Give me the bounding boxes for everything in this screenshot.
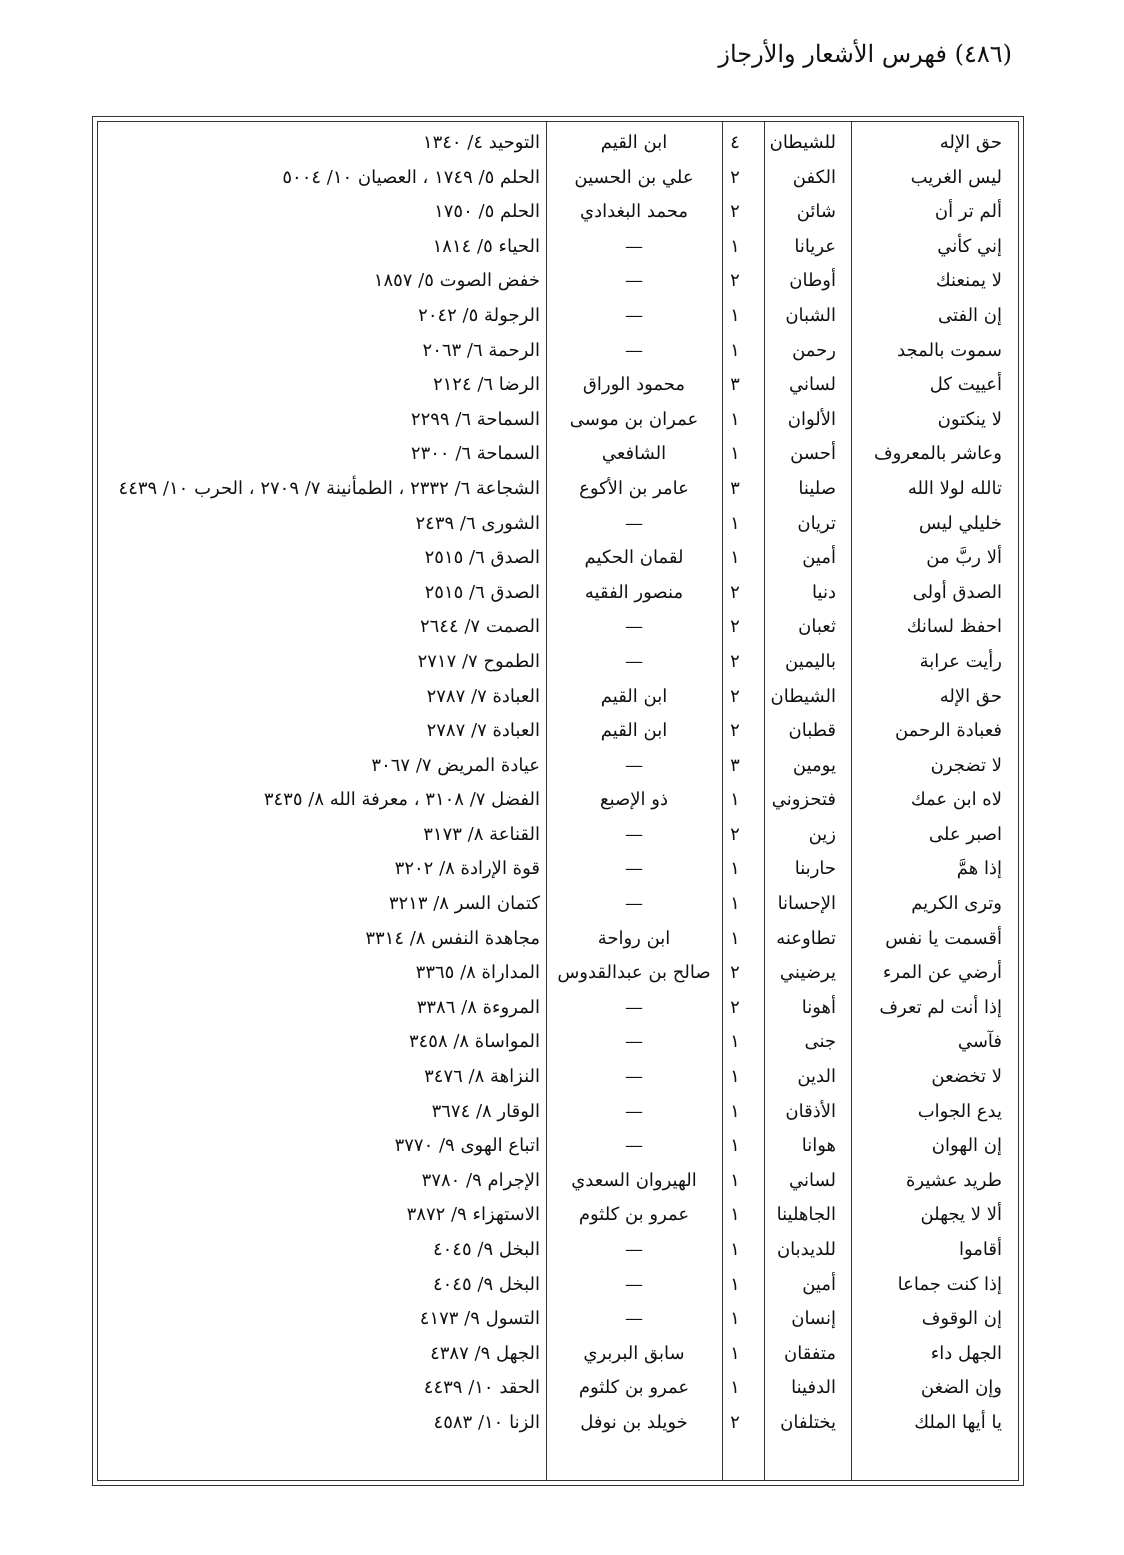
topic-reference: الحلم ٥/ ١٧٤٩ ، العصيان ١٠/ ٥٠٠٤ xyxy=(282,166,540,188)
poet-name: — xyxy=(625,893,643,915)
topic-reference: الصدق ٦/ ٢٥١٥ xyxy=(424,547,540,569)
verse-count: ٣ xyxy=(730,374,740,396)
verse-count: ١ xyxy=(730,443,740,465)
first-words: الصدق أولى xyxy=(912,581,1002,603)
rhyme-word: حاربنا xyxy=(794,858,836,880)
table-row xyxy=(0,230,1124,265)
first-words: إن الفتى xyxy=(938,304,1002,326)
topic-reference: البخل ٩/ ٤٠٤٥ xyxy=(432,1273,540,1295)
verse-count: ١ xyxy=(730,789,740,811)
verse-count: ١ xyxy=(730,1066,740,1088)
verse-count: ١ xyxy=(730,1239,740,1260)
topic-reference: قوة الإرادة ٨/ ٣٢٠٢ xyxy=(394,858,540,880)
first-words: الجهل داء xyxy=(930,1342,1002,1364)
poet-name: — xyxy=(625,1273,643,1295)
verse-count: ١ xyxy=(730,1377,740,1399)
poet-name: — xyxy=(625,235,643,257)
rhyme-word: جنى xyxy=(804,1031,836,1053)
rhyme-word: يومين xyxy=(792,754,836,776)
poet-name: الشافعي xyxy=(601,443,667,465)
table-row xyxy=(0,645,1124,680)
topic-reference: مجاهدة النفس ٨/ ٣٣١٤ xyxy=(365,927,540,949)
topic-reference: المواساة ٨/ ٣٤٥٨ xyxy=(408,1031,540,1053)
poet-name: — xyxy=(625,1066,643,1088)
topic-reference: كتمان السر ٨/ ٣٢١٣ xyxy=(388,893,540,915)
page-title: فهرس الأشعار والأرجاز xyxy=(718,40,947,68)
rhyme-word: صلينا xyxy=(798,477,836,499)
topic-reference: الفضل ٧/ ٣١٠٨ ، معرفة الله ٨/ ٣٤٣٥ xyxy=(263,789,540,811)
first-words: رأيت عرابة xyxy=(919,650,1002,672)
first-words: احفظ لسانك xyxy=(906,616,1002,638)
poet-name: صالح بن عبدالقدوس xyxy=(557,962,711,984)
table-row xyxy=(0,1060,1124,1095)
rhyme-word: أهونا xyxy=(801,996,836,1018)
poet-name: علي بن الحسين xyxy=(574,166,694,188)
first-words: أقسمت يا نفس xyxy=(885,927,1002,949)
table-row xyxy=(0,507,1124,542)
topic-reference: البخل ٩/ ٤٠٤٥ xyxy=(432,1239,540,1260)
table-row xyxy=(0,1268,1124,1303)
poet-name: — xyxy=(625,1239,643,1260)
rhyme-word: أوطان xyxy=(789,270,836,292)
first-words: إن الهوان xyxy=(931,1135,1002,1157)
first-words: إن الوقوف xyxy=(921,1308,1002,1330)
rhyme-word: متفقان xyxy=(784,1342,836,1364)
poet-name: — xyxy=(625,1031,643,1053)
verse-count: ٢ xyxy=(730,270,740,292)
topic-reference: الزنا ١٠/ ٤٥٨٣ xyxy=(433,1411,540,1433)
first-words: أرضي عن المرء xyxy=(882,962,1002,984)
poet-name: — xyxy=(625,616,643,638)
verse-count: ٢ xyxy=(730,720,740,742)
topic-reference: الرجولة ٥/ ٢٠٤٢ xyxy=(418,304,540,326)
rhyme-word: باليمين xyxy=(785,650,836,672)
verse-count: ٢ xyxy=(730,996,740,1018)
topic-reference: الطموح ٧/ ٢٧١٧ xyxy=(417,650,540,672)
first-words: ليس الغريب xyxy=(910,166,1002,188)
poet-name: ابن القيم xyxy=(600,685,668,707)
verse-count: ٢ xyxy=(730,962,740,984)
topic-reference: الشورى ٦/ ٢٤٣٩ xyxy=(415,512,540,534)
poet-name: ابن القيم xyxy=(600,132,668,153)
rhyme-word: أحسن xyxy=(790,443,836,465)
table-row xyxy=(0,195,1124,230)
topic-reference: الجهل ٩/ ٤٣٨٧ xyxy=(430,1342,540,1364)
first-words: حق الإله xyxy=(939,132,1002,153)
topic-reference: التوحيد ٤/ ١٣٤٠ xyxy=(422,132,540,153)
table-row xyxy=(0,541,1124,576)
first-words: ألا ربَّ من xyxy=(926,547,1002,569)
poet-name: ابن القيم xyxy=(600,720,668,742)
verse-count: ٢ xyxy=(730,201,740,223)
verse-count: ٢ xyxy=(730,1411,740,1433)
poet-name: عمرو بن كلثوم xyxy=(578,1377,690,1399)
poet-name: عمرو بن كلثوم xyxy=(578,1204,690,1226)
table-row xyxy=(0,1129,1124,1164)
rhyme-word: هوانا xyxy=(801,1135,836,1157)
rhyme-word: رحمن xyxy=(792,339,836,361)
poet-name: سابق البربري xyxy=(583,1342,685,1364)
table-row xyxy=(0,1095,1124,1130)
poet-name: — xyxy=(625,304,643,326)
rhyme-word: الأذقان xyxy=(785,1100,836,1122)
topic-reference: السماحة ٦/ ٢٢٩٩ xyxy=(410,408,540,430)
topic-reference: الحقد ١٠/ ٤٤٣٩ xyxy=(423,1377,540,1399)
poet-name: — xyxy=(625,754,643,776)
verse-count: ١ xyxy=(730,1169,740,1191)
first-words: وإن الضغن xyxy=(920,1377,1002,1399)
first-words: ألا لا يجهلن xyxy=(920,1204,1002,1226)
verse-count: ٢ xyxy=(730,616,740,638)
table-row xyxy=(0,1025,1124,1060)
first-words: إني كأني xyxy=(937,235,1002,257)
first-words: يدع الجواب xyxy=(917,1100,1002,1122)
rhyme-word: دنيا xyxy=(812,581,836,603)
verse-count: ٢ xyxy=(730,823,740,845)
first-words: لا ينكتون xyxy=(937,408,1002,430)
table-row xyxy=(0,1198,1124,1233)
poet-name: — xyxy=(625,1100,643,1122)
first-words: لا تضجرن xyxy=(930,754,1002,776)
verse-count: ١ xyxy=(730,235,740,257)
table-row xyxy=(0,126,1124,161)
first-words: أقاموا xyxy=(958,1239,1002,1260)
rhyme-word: إنسان xyxy=(791,1308,836,1330)
rhyme-word: قطبان xyxy=(788,720,836,742)
poet-name: محمود الوراق xyxy=(582,374,686,396)
verse-count: ٢ xyxy=(730,166,740,188)
first-words: لا تخضعن xyxy=(931,1066,1002,1088)
table-row xyxy=(0,576,1124,611)
poet-name: الهيروان السعدي xyxy=(571,1169,697,1191)
verse-count: ٢ xyxy=(730,581,740,603)
verse-count: ١ xyxy=(730,1031,740,1053)
topic-reference: القناعة ٨/ ٣١٧٣ xyxy=(423,823,540,845)
verse-count: ١ xyxy=(730,547,740,569)
verse-count: ١ xyxy=(730,1204,740,1226)
poet-name: — xyxy=(625,858,643,880)
rhyme-word: الجاهلينا xyxy=(776,1204,836,1226)
verse-count: ١ xyxy=(730,858,740,880)
table-row xyxy=(0,922,1124,957)
table-row xyxy=(0,1164,1124,1199)
verse-count: ١ xyxy=(730,1135,740,1157)
poet-name: — xyxy=(625,1135,643,1157)
verse-count: ١ xyxy=(730,512,740,534)
rhyme-word: يختلفان xyxy=(780,1411,836,1433)
topic-reference: السماحة ٦/ ٢٣٠٠ xyxy=(410,443,540,465)
table-row xyxy=(0,680,1124,715)
rhyme-word: الإحسانا xyxy=(777,893,836,915)
topic-reference: الحلم ٥/ ١٧٥٠ xyxy=(434,201,540,223)
poet-name: — xyxy=(625,512,643,534)
poet-name: — xyxy=(625,270,643,292)
verse-count: ١ xyxy=(730,927,740,949)
rhyme-word: أمين xyxy=(802,1273,836,1295)
rhyme-word: يرضيني xyxy=(779,962,836,984)
rhyme-word: للشيطان xyxy=(769,132,836,153)
topic-reference: الوقار ٨/ ٣٦٧٤ xyxy=(431,1100,540,1122)
verse-count: ٣ xyxy=(730,754,740,776)
table-row xyxy=(0,991,1124,1026)
first-words: طريد عشيرة xyxy=(905,1169,1002,1191)
first-words: خليلي ليس xyxy=(918,512,1002,534)
table-row xyxy=(0,1233,1124,1268)
index-table xyxy=(0,126,1124,1441)
first-words: فآسي xyxy=(957,1031,1002,1053)
topic-reference: خفض الصوت ٥/ ١٨٥٧ xyxy=(373,270,540,292)
rhyme-word: الدين xyxy=(797,1066,836,1088)
topic-reference: اتباع الهوى ٩/ ٣٧٧٠ xyxy=(394,1135,540,1157)
rhyme-word: أمين xyxy=(802,547,836,569)
first-words: سموت بالمجد xyxy=(897,339,1002,361)
poet-name: لقمان الحكيم xyxy=(584,547,684,569)
rhyme-word: لساني xyxy=(788,374,836,396)
topic-reference: النزاهة ٨/ ٣٤٧٦ xyxy=(424,1066,540,1088)
page-header xyxy=(718,40,1012,68)
topic-reference: الصمت ٧/ ٢٦٤٤ xyxy=(419,616,540,638)
poet-name: — xyxy=(625,1308,643,1330)
topic-reference: المداراة ٨/ ٣٣٦٥ xyxy=(415,962,540,984)
poet-name: ذو الإصبع xyxy=(600,789,668,811)
poet-name: عامر بن الأكوع xyxy=(579,477,689,499)
poet-name: منصور الفقيه xyxy=(584,581,684,603)
table-row xyxy=(0,887,1124,922)
poet-name: محمد البغدادي xyxy=(580,201,688,223)
first-words: أعييت كل xyxy=(929,374,1002,396)
topic-reference: الحياء ٥/ ١٨١٤ xyxy=(432,235,540,257)
poet-name: — xyxy=(625,823,643,845)
rhyme-word: الألوان xyxy=(787,408,836,430)
poet-name: — xyxy=(625,650,643,672)
first-words: ألم تر أن xyxy=(934,201,1002,223)
poet-name: — xyxy=(625,996,643,1018)
poet-name: خويلد بن نوفل xyxy=(580,1411,688,1433)
rhyme-word: الدفينا xyxy=(791,1377,836,1399)
first-words: تالله لولا الله xyxy=(907,477,1002,499)
table-row xyxy=(0,334,1124,369)
topic-reference: المروءة ٨/ ٣٣٨٦ xyxy=(416,996,540,1018)
verse-count: ٣ xyxy=(730,477,740,499)
table-row xyxy=(0,161,1124,196)
verse-count: ١ xyxy=(730,1308,740,1330)
topic-reference: الرضا ٦/ ٢١٢٤ xyxy=(432,374,540,396)
table-row xyxy=(0,368,1124,403)
verse-count: ١ xyxy=(730,893,740,915)
poet-name: ابن رواحة xyxy=(597,927,671,949)
poet-name: — xyxy=(625,339,643,361)
table-row xyxy=(0,818,1124,853)
first-words: يا أيها الملك xyxy=(914,1411,1002,1433)
verse-count: ١ xyxy=(730,408,740,430)
table-row xyxy=(0,956,1124,991)
table-row xyxy=(0,749,1124,784)
rhyme-word: لساني xyxy=(788,1169,836,1191)
rhyme-word: الشيطان xyxy=(770,685,836,707)
topic-reference: الاستهزاء ٩/ ٣٨٧٢ xyxy=(406,1204,540,1226)
first-words: إذا كنت جماعا xyxy=(897,1273,1002,1295)
table-row xyxy=(0,1337,1124,1372)
table-row xyxy=(0,852,1124,887)
first-words: لا يمنعنك xyxy=(935,270,1002,292)
page-number: (٤٨٦) xyxy=(954,40,1012,68)
topic-reference: العبادة ٧/ ٢٧٨٧ xyxy=(426,685,540,707)
first-words: لاه ابن عمك xyxy=(910,789,1002,811)
table-row xyxy=(0,437,1124,472)
first-words: إذا همَّ xyxy=(956,858,1002,880)
rhyme-word: تطاوعنه xyxy=(776,927,836,949)
verse-count: ١ xyxy=(730,1273,740,1295)
table-row xyxy=(0,1406,1124,1441)
table-row xyxy=(0,783,1124,818)
table-row xyxy=(0,714,1124,749)
rhyme-word: للديدبان xyxy=(776,1239,836,1260)
rhyme-word: ثعبان xyxy=(798,616,836,638)
topic-reference: التسول ٩/ ٤١٧٣ xyxy=(419,1308,540,1330)
rhyme-word: تريان xyxy=(797,512,836,534)
table-row xyxy=(0,299,1124,334)
rhyme-word: فتحزوني xyxy=(771,789,836,811)
table-row xyxy=(0,472,1124,507)
rhyme-word: عريانا xyxy=(794,235,836,257)
rhyme-word: الشبان xyxy=(785,304,836,326)
table-row xyxy=(0,1302,1124,1337)
topic-reference: الإجرام ٩/ ٣٧٨٠ xyxy=(421,1169,540,1191)
table-row xyxy=(0,1371,1124,1406)
first-words: حق الإله xyxy=(939,685,1002,707)
table-row xyxy=(0,264,1124,299)
verse-count: ١ xyxy=(730,304,740,326)
topic-reference: الرحمة ٦/ ٢٠٦٣ xyxy=(422,339,540,361)
table-row xyxy=(0,403,1124,438)
rhyme-word: زين xyxy=(808,823,836,845)
topic-reference: عيادة المريض ٧/ ٣٠٦٧ xyxy=(371,754,540,776)
verse-count: ١ xyxy=(730,1342,740,1364)
topic-reference: الصدق ٦/ ٢٥١٥ xyxy=(424,581,540,603)
topic-reference: العبادة ٧/ ٢٧٨٧ xyxy=(426,720,540,742)
table-row xyxy=(0,610,1124,645)
first-words: اصبر على xyxy=(928,823,1002,845)
verse-count: ١ xyxy=(730,1100,740,1122)
poet-name: عمران بن موسى xyxy=(569,408,699,430)
verse-count: ٢ xyxy=(730,685,740,707)
first-words: فعبادة الرحمن xyxy=(894,720,1002,742)
verse-count: ١ xyxy=(730,339,740,361)
verse-count: ٤ xyxy=(730,132,740,153)
first-words: وعاشر بالمعروف xyxy=(873,443,1002,465)
rhyme-word: الكفن xyxy=(792,166,836,188)
verse-count: ٢ xyxy=(730,650,740,672)
topic-reference: الشجاعة ٦/ ٢٣٣٢ ، الطمأنينة ٧/ ٢٧٠٩ ، الحرب ١٠/ ٤٤٣٩ xyxy=(118,477,540,499)
rhyme-word: شائن xyxy=(796,201,836,223)
first-words: إذا أنت لم تعرف xyxy=(879,996,1002,1018)
first-words: وترى الكريم xyxy=(911,893,1002,915)
